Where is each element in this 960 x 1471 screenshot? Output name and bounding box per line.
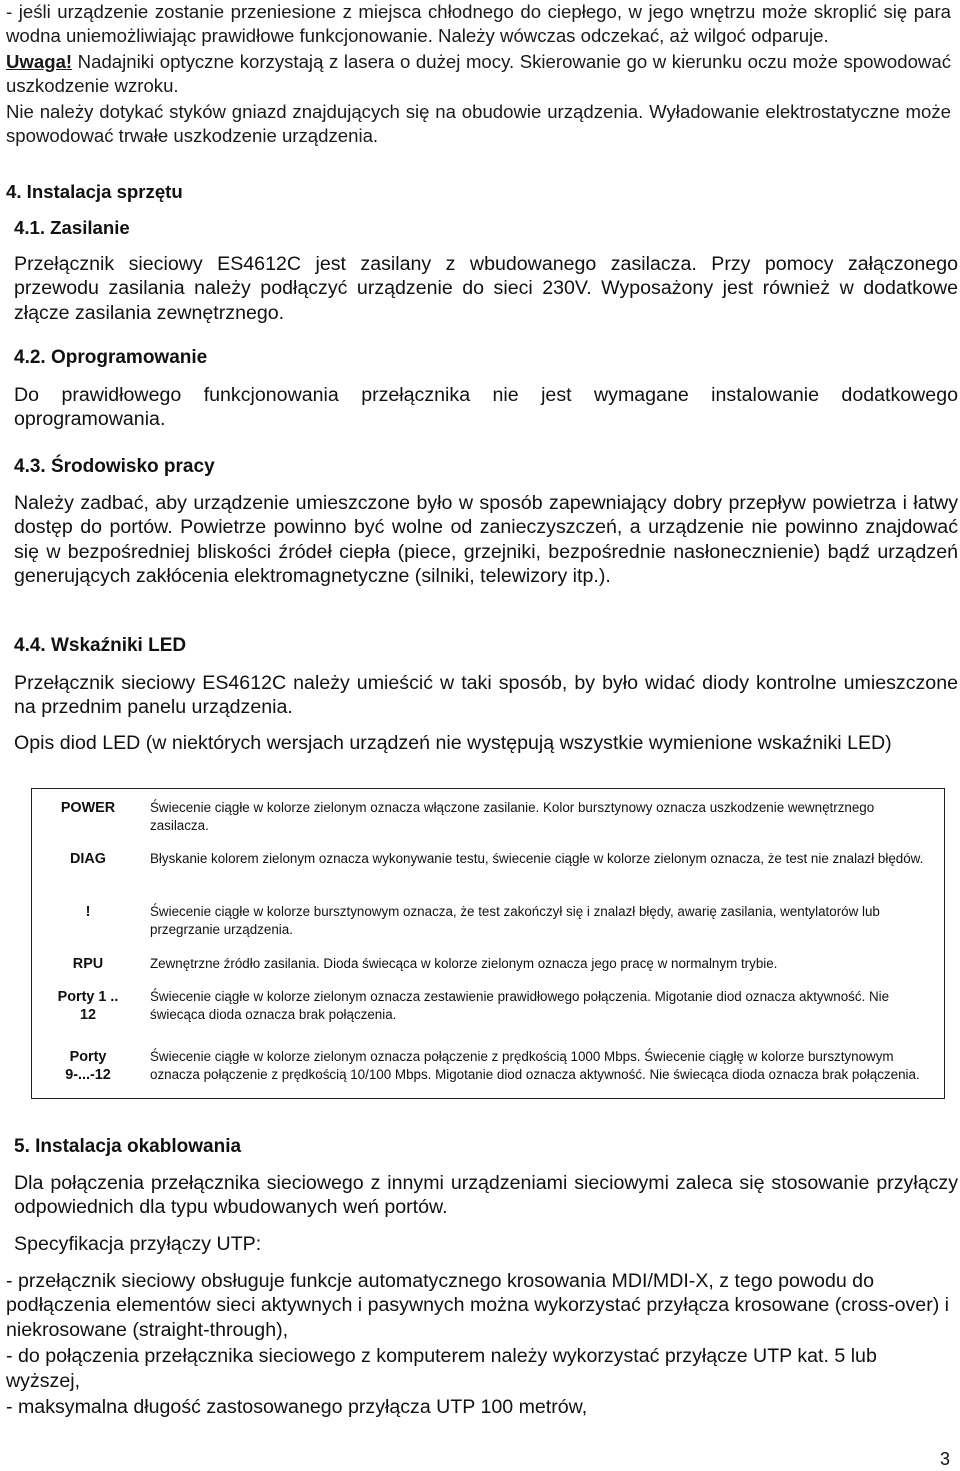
section-4-2-text	[14, 383, 958, 432]
list-item: - przełącznik sieciowy obsługuje funkcje automatycznego krosowania MDI/MDI-X, z tego powodu do podłączenia elementów sieci aktywnych i pasywnych można wykorzystać przyłącza krosowane (cross-over) i niekrosowane (straight-through),	[6, 1270, 950, 1341]
warning-paragraph	[6, 50, 951, 97]
list-item: - do połączenia przełącznika sieciowego z komputerem należy wykorzystać przyłącze UTP kat. 5 lub wyższej,	[6, 1345, 877, 1392]
warning-text: Nadajniki optyczne korzystają z lasera o dużej mocy. Skierowanie go w kierunku oczu może spowodować uszkodzenie wzroku.	[6, 51, 951, 96]
led-name: !	[85, 904, 91, 920]
led-name: Porty 1 .. 12	[57, 989, 119, 1023]
led-description: Świecenie ciągłe w kolorze zielonym oznacza połączenie z prędkością 1000 Mbps. Świecenie ciągłę w kolorze bursztynowym oznacza połączenie z prędkością 10/100 Mbps. Migotanie diod oznacza aktywność. Nie świecąca dioda oznacza brak połączenia.	[150, 1049, 920, 1082]
list-item: - maksymalna długość zastosowanego przyłącza UTP 100 metrów,	[6, 1396, 588, 1419]
section-4-3-paragraph: Należy zadbać, aby urządzenie umieszczone było w sposób zapewniający dobry przepływ powietrza i łatwy dostęp do portów. Powietrze powinno być wolne od zanieczyszczeń, a urządzenie nie powinno znajdować się w bezpośredniej bliskości źródeł ciepła (piece, grzejniki, bezpośrednie nasłonecznienie) bądź urządzeń generujących zakłócenia elektromagnetyczne (silniki, telewizory itp.).	[14, 492, 958, 587]
section-4-2-title: 4.2. Oprogramowanie	[14, 347, 208, 368]
section-4-3-title: 4.3. Środowisko pracy	[14, 456, 215, 477]
section-4-1-paragraph: Przełącznik sieciowy ES4612C jest zasilany z wbudowanego zasilacza. Przy pomocy załączonego przewodu zasilania należy podłączyć urządzenie do sieci 230V. Wyposażony jest również w dodatkowe złącze zasilania zewnętrznego.	[14, 253, 958, 324]
intro-block	[6, 0, 951, 147]
intro-paragraph-1: - jeśli urządzenie zostanie przeniesione z miejsca chłodnego do ciepłego, w jego wnętrzu może skroplić się para wodna uniemożliwiając prawidłowe funkcjonowanie. Należy wówczas odczekać, aż wilgoć odparuje.	[6, 1, 951, 46]
section-4-1-title: 4.1. Zasilanie	[14, 217, 130, 238]
section-5-title: 5. Instalacja okablowania	[14, 1136, 242, 1157]
led-description: Świecenie ciągłe w kolorze zielonym oznacza zestawienie prawidłowego połączenia. Migotanie diod oznacza aktywność. Nie świecąca dioda oznacza brak połączenia.	[150, 989, 890, 1022]
led-description: Świecenie ciągłe w kolorze zielonym oznacza włączone zasilanie. Kolor bursztynowy oznacza uszkodzenie wewnętrznego zasilacza.	[150, 800, 875, 833]
led-description: Błyskanie kolorem zielonym oznacza wykonywanie testu, świecenie ciągłe w kolorze zielonym oznacza, że test nie znalazł błędów.	[150, 851, 924, 866]
section-4-3-text	[14, 491, 958, 588]
section-4-1-text	[14, 252, 958, 325]
section-4-4-paragraph-2: Opis diod LED (w niektórych wersjach urządzeń nie występują wszystkie wymienione wskaźniki LED)	[14, 732, 892, 754]
section-5-text-1	[14, 1171, 958, 1220]
section-4-2-paragraph: Do prawidłowego funkcjonowania przełącznika nie jest wymagane instalowanie dodatkowego oprogramowania.	[14, 384, 958, 431]
intro-paragraph-3: Nie należy dotykać styków gniazd znajdujących się na obudowie urządzenia. Wyładowanie elektrostatyczne może spowodować trwałe uszkodzenie urządzenia.	[6, 101, 951, 146]
section-4-4-title: 4.4. Wskaźniki LED	[14, 635, 187, 656]
section-5-text-2	[14, 1232, 958, 1256]
section-4-4-text-2	[14, 731, 958, 755]
led-name: Porty 9-...-12	[65, 1049, 111, 1083]
section-4-title: 4. Instalacja sprzętu	[6, 181, 183, 202]
section-4-4-text-1	[14, 671, 958, 720]
warning-label: Uwaga!	[6, 51, 73, 72]
section-4-4-paragraph-1: Przełącznik sieciowy ES4612C należy umieścić w taki sposób, by było widać diody kontrolne umieszczone na przednim panelu urządzenia.	[14, 672, 958, 719]
utp-spec-list	[6, 1269, 956, 1421]
led-name: POWER	[60, 800, 116, 816]
section-5-paragraph-2: Specyfikacja przyłączy UTP:	[14, 1233, 262, 1255]
led-description: Zewnętrzne źródło zasilania. Dioda świecąca w kolorze zielonym oznacza jego pracę w normalnym trybie.	[150, 956, 778, 971]
page-number: 3	[939, 1449, 950, 1469]
led-name: RPU	[72, 956, 104, 972]
section-5-paragraph-1: Dla połączenia przełącznika sieciowego z innymi urządzeniami sieciowymi zaleca się stosowanie przyłączy odpowiednich dla typu wbudowanych weń portów.	[14, 1172, 958, 1219]
led-description: Świecenie ciągłe w kolorze bursztynowym oznacza, że test zakończył się i znalazł błędy, awarię zasilania, wentylatorów lub przegrzanie urządzenia.	[150, 904, 880, 937]
led-table	[31, 788, 945, 1099]
led-name: DIAG	[70, 851, 106, 867]
